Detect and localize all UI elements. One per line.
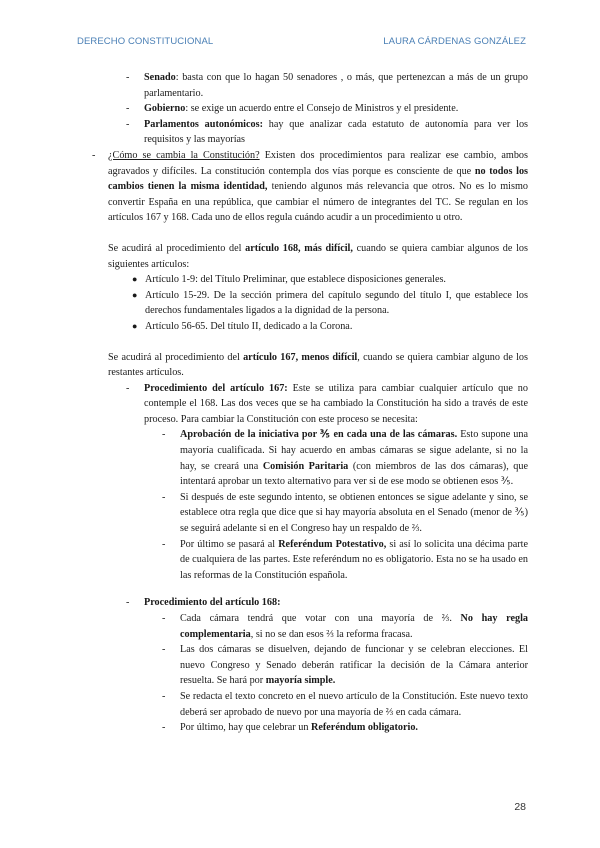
step-text: Por último, hay que celebrar un <box>180 722 311 734</box>
paragraph-bold: no todos los cambios tienen la misma identidad, <box>108 165 529 193</box>
question-paragraph: - ¿Cómo se cambia la Constitución? Existen dos procedimientos para realizar ese cambio, ambos agravados y difíciles. La constitución contempla dos vías porque es consciente de que no todos los cambios tienen la misma identidad, teniendo algunos más relevancia que otros. No es lo mismo convertir España en una república, que cambiar el número de integrantes del TC. Se regulan en los artículos 167 y 168. Cada uno de ellos regula cuándo acudir a un procedimiento u otro. <box>92 149 529 224</box>
paragraph-text: , cuando se quiera cambiar alguno de los restantes artículos. <box>108 351 528 379</box>
article-item: ● Artículo 1-9: del Título Preliminar, que establece disposiciones generales. <box>132 274 446 286</box>
item-text: : se exige un acuerdo entre el Consejo de Ministros y el presidente. <box>185 103 459 115</box>
step-text: Se redacta el texto concreto en el nuevo artículo de la Constitución. Este nuevo texto deberá ser aprobado de nuevo por una mayoría de ⅔ en cada cámara. <box>180 690 528 718</box>
step-item: - Si después de este segundo intento, se obtienen entonces se sigue adelante y sino, se establece otra regla que dice que si hay mayoría absoluta en el Senado (menor de ⅗) se seguirá adelante si en el Congreso hay un respaldo de ⅔. <box>162 491 528 535</box>
procedure-title: Procedimiento del artículo 167: <box>144 382 288 394</box>
paragraph-167 <box>75 350 528 381</box>
procedure-168: - Procedimiento del artículo 168: <box>126 597 281 609</box>
step-text: , si no se dan esos ⅔ la reforma fracasa. <box>250 628 413 640</box>
paragraph-text: Se acudirá al procedimiento del <box>108 242 246 254</box>
list-item: - Senado: basta con que lo hagan 50 senadores , o más, que pertenezcan a más de un grupo parlamentario. <box>126 72 528 99</box>
article-item: ● Artículo 56-65. Del título II, dedicado a la Corona. <box>132 320 353 332</box>
step-text: si así lo solicita una décima parte de cualquiera de las partes. Este referéndum no es obligatorio. Esta no se ha usado en las reformas de la Constitución española. <box>180 538 528 581</box>
page-number: 28 <box>514 801 526 813</box>
step-text: Por último se pasará al <box>180 538 279 550</box>
step-text: Esto supone una mayoría cualificada. Si hay acuerdo en ambas cámaras se sigue adelante, si no la hay, se creará una <box>180 429 528 472</box>
paragraph-text: Existen dos procedimientos para realizar ese cambio, ambos agravados y difíciles. La constitución contempla dos vías porque es consciente de que <box>108 149 528 177</box>
step-item: - Aprobación de la iniciativa por ⅗ en cada una de las cámaras. Esto supone una mayoría cualificada. Si hay acuerdo en ambas cámaras se sigue adelante, si no la hay, se creará una Comisión Paritaria (con miembros de las dos cámaras), que intentará aprobar un texto alternativo para ver si de ese modo se obtienen esos ⅗. <box>162 429 528 488</box>
step-bold: Referéndum obligatorio. <box>311 722 418 734</box>
header-right: LAURA CÁRDENAS GONZÁLEZ <box>383 36 526 47</box>
procedure-title: Procedimiento del artículo 168: <box>144 597 281 609</box>
step-bold: mayoría simple. <box>265 675 336 687</box>
step-bold: Referéndum Potestativo, <box>278 538 387 550</box>
step-text: Si después de este segundo intento, se obtienen entonces se sigue adelante y sino, se establece otra regla que dice que si hay mayoría absoluta en el Senado (menor de ⅗) se seguirá adelante si en el Congreso hay un respaldo de ⅔. <box>180 491 528 535</box>
step-item: - Las dos cámaras se disuelven, dejando de funcionar y se celebran elecciones. El nuevo Congreso y Senado deberán ratificar la decisión de la Cámara anterior resuelta. Se hará por mayoría simple. <box>162 644 528 687</box>
paragraph-168 <box>75 241 528 272</box>
paragraph-text: cuando se quiera cambiar algunos de los siguientes artículos: <box>108 242 528 270</box>
header-left: DERECHO CONSTITUCIONAL <box>77 36 214 47</box>
procedure-167: - Procedimiento del artículo 167: Este se utiliza para cambiar cualquier artículo que no contemple el 168. Las dos veces que se ha cambiado la Constitución ha sido a través de este proceso. Para cambiar la Constitución con este proceso se necesita: <box>126 382 528 425</box>
step-item: - Se redacta el texto concreto en el nuevo artículo de la Constitución. Este nuevo texto deberá ser aprobado de nuevo por una mayoría de ⅔ en cada cámara. <box>162 690 528 718</box>
step-bold: Aprobación de la iniciativa por ⅗ en cada una de las cámaras. <box>180 429 458 441</box>
procedure-text: Este se utiliza para cambiar cualquier artículo que no contemple el 168. Las dos veces que se ha cambiado la Constitución ha sido a través de este proceso. Para cambiar la Constitución con este proceso se necesita: <box>144 382 528 425</box>
step-text: (con miembros de las dos cámaras), que intentará aprobar un texto alternativo para ver si de ese modo se obtienen esos ⅗. <box>180 460 528 488</box>
paragraph-text: Se acudirá al procedimiento del <box>108 351 244 363</box>
item-bold: Gobierno <box>144 103 186 115</box>
item-text: hay que analizar cada estatuto de autonomía para ver los requisitos y las mayorías <box>144 118 528 146</box>
article-text: Artículo 15-29. De la sección primera del capítulo segundo del título I, que establece los derechos fundamentales ligados a la dignidad de la persona. <box>145 289 528 317</box>
step-item: - Por último, hay que celebrar un Referéndum obligatorio. <box>162 722 418 734</box>
step-text: Las dos cámaras se disuelven, dejando de funcionar y se celebran elecciones. El nuevo Congreso y Senado deberán ratificar la decisión de la Cámara anterior resuelta. Se hará por <box>180 644 528 687</box>
paragraph-bold: artículo 167, menos difícil <box>243 351 358 363</box>
step-bold: No hay regla complementaria <box>180 613 528 640</box>
item-text: : basta con que lo hagan 50 senadores , o más, que pertenezcan a más de un grupo parlamentario. <box>144 72 528 99</box>
step-text: Cada cámara tendrá que votar con una mayoría de ⅔. <box>180 613 461 624</box>
document-body <box>75 70 528 736</box>
list-item: - Gobierno: se exige un acuerdo entre el Consejo de Ministros y el presidente. <box>126 103 459 115</box>
article-text: Artículo 56-65. Del título II, dedicado a la Corona. <box>145 320 353 332</box>
step-item: - Por último se pasará al Referéndum Potestativo, si así lo solicita una décima parte de cualquiera de las partes. Este referéndum no es obligatorio. Esta no se ha usado en las reformas de la Constitución española. <box>162 538 528 581</box>
step-item: - Cada cámara tendrá que votar con una mayoría de ⅔. No hay regla complementaria, si no se dan esos ⅔ la reforma fracasa. <box>162 613 528 640</box>
list-item: - Parlamentos autonómicos: hay que analizar cada estatuto de autonomía para ver los requisitos y las mayorías <box>126 118 528 146</box>
article-item: ● Artículo 15-29. De la sección primera del capítulo segundo del título I, que establece los derechos fundamentales ligados a la dignidad de la persona. <box>132 289 528 317</box>
article-text: Artículo 1-9: del Título Preliminar, que establece disposiciones generales. <box>145 274 446 286</box>
step-bold: Comisión Paritaria <box>262 460 349 472</box>
question-link: ¿Cómo se cambia la Constitución? <box>108 149 260 161</box>
item-bold: Parlamentos autonómicos: <box>144 118 263 130</box>
paragraph-text: teniendo algunos más relevancia que otros. No es lo mismo convertir España en una república, que cambiar el número de integrantes del TC. Se regulan en los artículos 167 y 168. Cada uno de ellos regula cuándo acudir a un procedimiento u otro. <box>108 181 528 224</box>
item-bold: Senado <box>144 72 176 83</box>
paragraph-bold: artículo 168, más difícil, <box>245 242 353 254</box>
